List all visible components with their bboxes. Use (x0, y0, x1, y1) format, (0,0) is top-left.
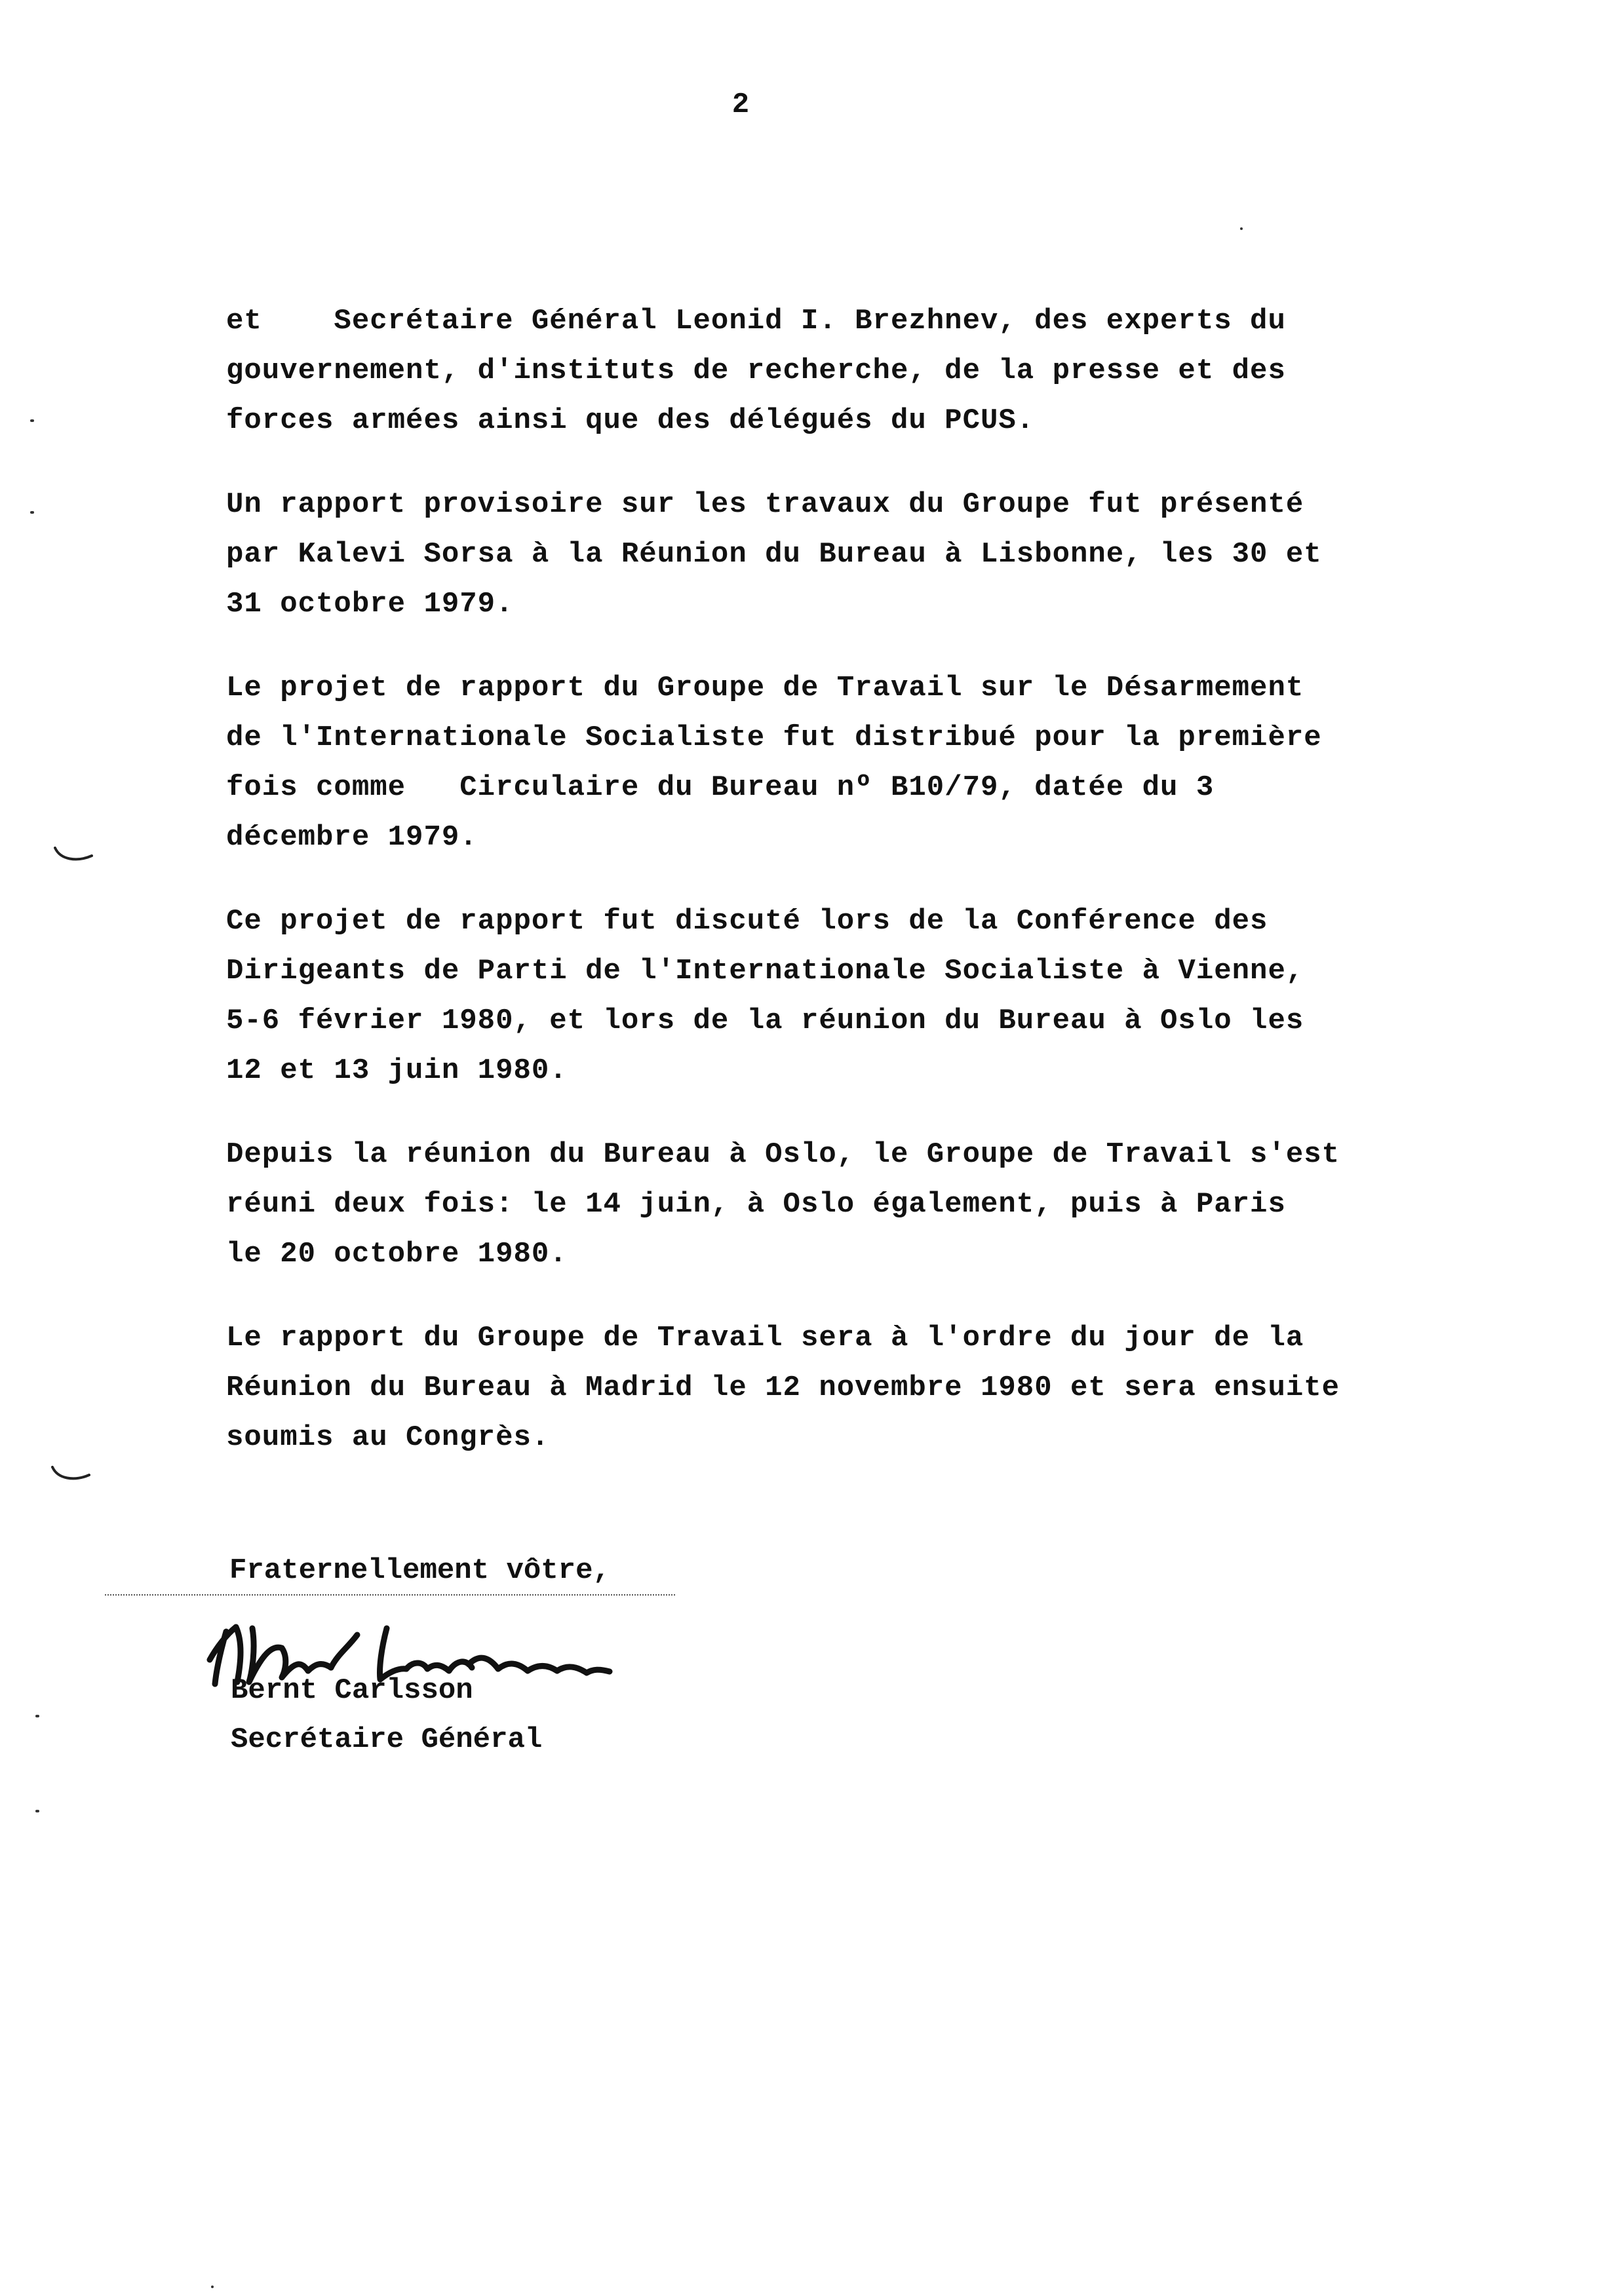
text-line: réuni deux fois: le 14 juin, à Oslo également, puis à Paris (226, 1188, 1286, 1221)
scan-speck (1240, 227, 1243, 230)
paragraph-4 (226, 896, 1458, 1096)
text-line: fois comme Circulaire du Bureau nº B10/79, datée du 3 (226, 771, 1215, 804)
scan-speck (211, 2286, 214, 2288)
text-line: Depuis la réunion du Bureau à Oslo, le Groupe de Travail s'est (226, 1138, 1340, 1171)
paragraph-1 (226, 296, 1458, 446)
text-line: de l'Internationale Socialiste fut distribué pour la première (226, 721, 1322, 754)
text-line: Le rapport du Groupe de Travail sera à l'ordre du jour de la (226, 1322, 1304, 1354)
text-line: Réunion du Bureau à Madrid le 12 novembre 1980 et sera ensuite (226, 1371, 1340, 1404)
scan-speck (35, 1810, 39, 1812)
text-line: Dirigeants de Parti de l'Internationale Socialiste à Vienne, (226, 955, 1304, 987)
text-line: Ce projet de rapport fut discuté lors de la Conférence des (226, 905, 1268, 938)
closing-salutation: Fraternellement vôtre, (229, 1554, 610, 1587)
paragraph-6 (226, 1313, 1458, 1463)
text-line: le 20 octobre 1980. (226, 1238, 568, 1271)
text-line: soumis au Congrès. (226, 1421, 550, 1454)
scan-speck (35, 1715, 39, 1717)
text-line: Un rapport provisoire sur les travaux du Groupe fut présenté (226, 488, 1304, 521)
margin-mark (51, 1464, 90, 1484)
text-line: Le projet de rapport du Groupe de Travail sur le Désarmement (226, 672, 1304, 704)
text-line: et Secrétaire Général Leonid I. Brezhnev, des experts du (226, 305, 1286, 337)
closing-dotted-rule (105, 1594, 675, 1596)
paragraph-2 (226, 480, 1458, 629)
margin-mark (54, 845, 93, 865)
text-line: décembre 1979. (226, 821, 478, 854)
text-line: 12 et 13 juin 1980. (226, 1054, 568, 1087)
signatory-name: Bernt Carlsson (231, 1674, 473, 1707)
text-line: forces armées ainsi que des délégués du PCUS. (226, 404, 1035, 437)
letter-body (226, 296, 1458, 1497)
text-line: par Kalevi Sorsa à la Réunion du Bureau à Lisbonne, les 30 et (226, 538, 1322, 571)
page-number: 2 (731, 88, 750, 121)
text-line: gouvernement, d'instituts de recherche, de la presse et des (226, 354, 1286, 387)
text-line: 31 octobre 1979. (226, 588, 514, 621)
scan-speck (30, 511, 34, 514)
text-line: 5-6 février 1980, et lors de la réunion du Bureau à Oslo les (226, 1004, 1304, 1037)
scan-speck (30, 419, 34, 422)
paragraph-5 (226, 1130, 1458, 1279)
signatory-title: Secrétaire Général (231, 1723, 543, 1756)
paragraph-3 (226, 663, 1458, 862)
